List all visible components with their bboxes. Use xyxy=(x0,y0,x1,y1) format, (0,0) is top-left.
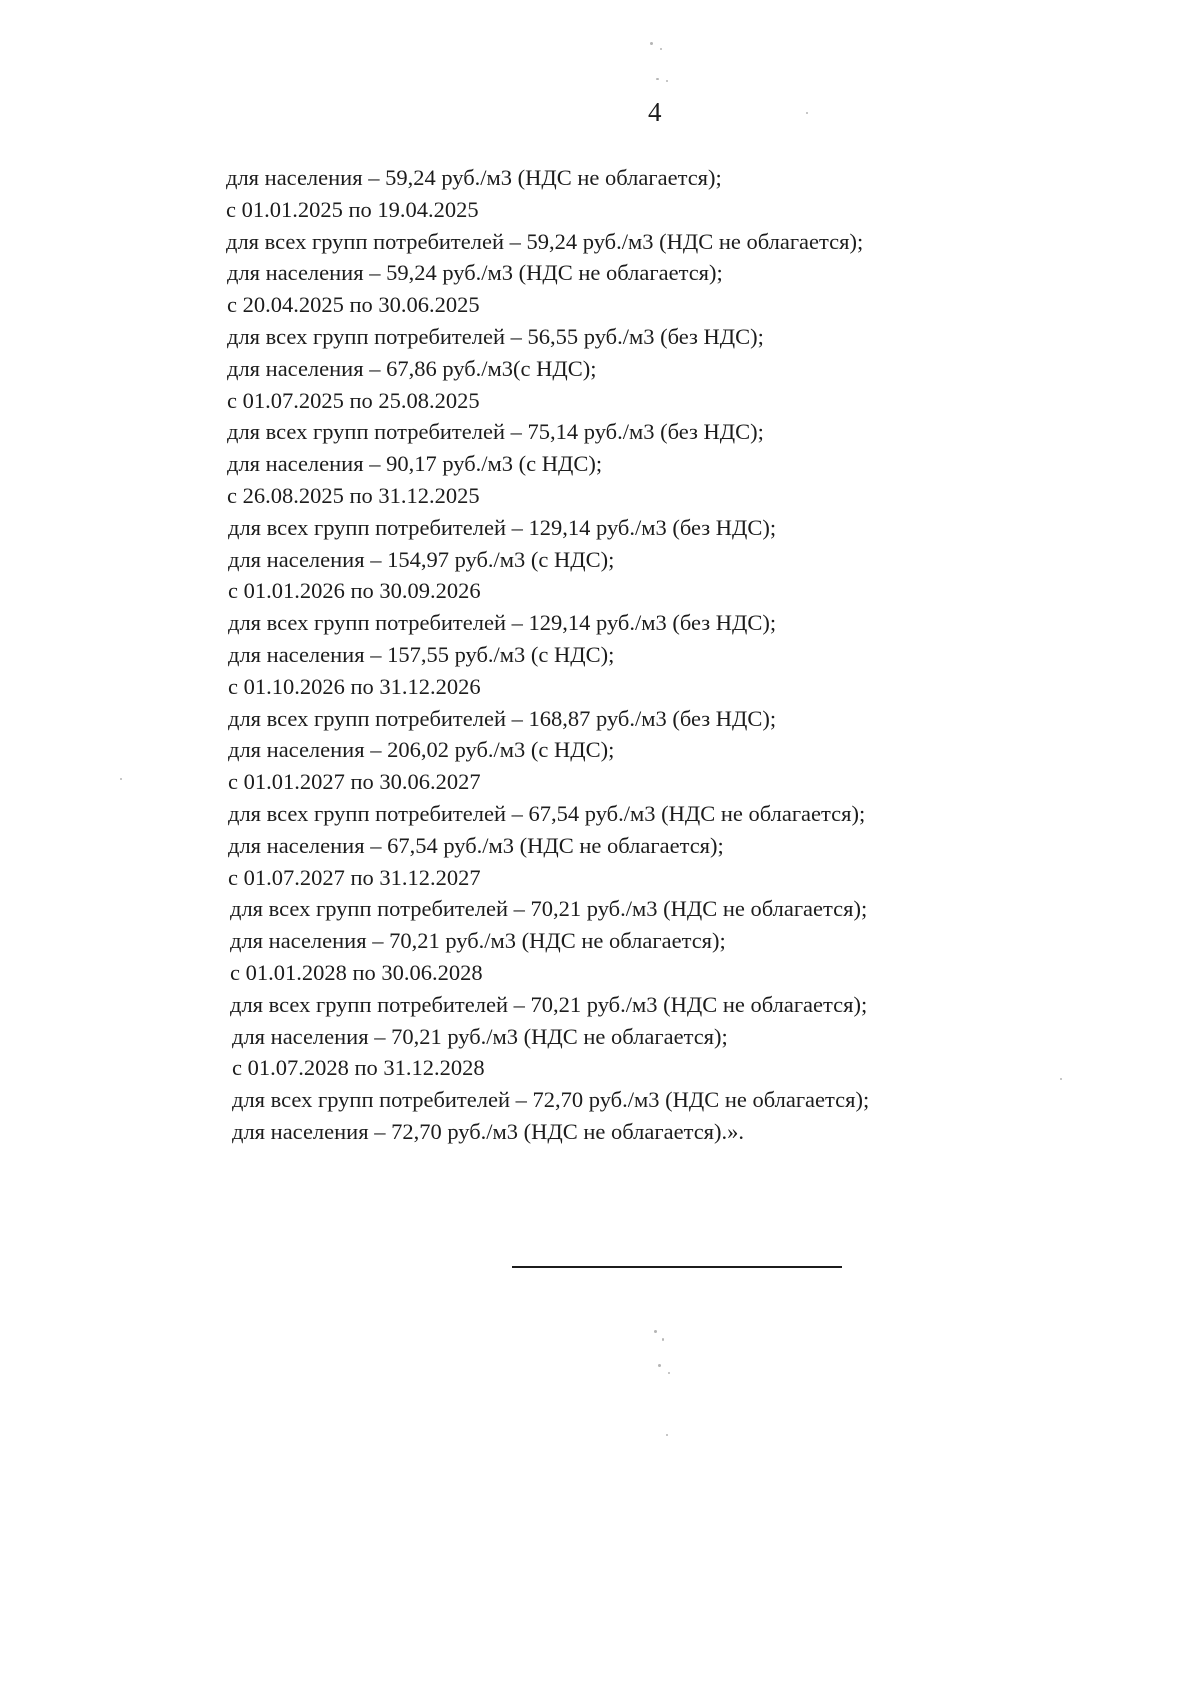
text-line: для всех групп потребителей – 168,87 руб./м3 (без НДС); xyxy=(228,705,777,731)
text-line: с 01.01.2025 по 19.04.2025 xyxy=(226,196,479,222)
scan-speck xyxy=(120,778,122,780)
tariff-text-block xyxy=(226,162,986,1148)
scan-speck xyxy=(658,1364,661,1367)
text-line: для населения – 154,97 руб./м3 (с НДС); xyxy=(228,546,615,572)
text-line: с 01.01.2027 по 30.06.2027 xyxy=(228,769,481,795)
text-line: для всех групп потребителей – 59,24 руб./м3 (НДС не облагается); xyxy=(226,228,864,254)
scan-speck xyxy=(666,1434,668,1436)
text-line: для всех групп потребителей – 75,14 руб./м3 (без НДС); xyxy=(227,419,764,445)
text-line: с 01.01.2026 по 30.09.2026 xyxy=(228,578,481,604)
closing-rule xyxy=(512,1266,842,1268)
text-line: для всех групп потребителей – 72,70 руб./м3 (НДС не облагается); xyxy=(232,1087,870,1113)
text-line: для населения – 72,70 руб./м3 (НДС не облагается).». xyxy=(232,1118,745,1144)
text-line: для населения – 157,55 руб./м3 (с НДС); xyxy=(228,641,615,667)
text-line: для населения – 59,24 руб./м3 (НДС не облагается); xyxy=(227,260,723,286)
scan-speck xyxy=(806,112,808,114)
text-line: для всех групп потребителей – 70,21 руб./м3 (НДС не облагается); xyxy=(230,896,868,922)
text-line: для всех групп потребителей – 129,14 руб./м3 (без НДС); xyxy=(228,514,777,540)
text-line: с 01.10.2026 по 31.12.2026 xyxy=(228,673,481,699)
scan-speck xyxy=(668,1372,670,1374)
text-line: для населения – 59,24 руб./м3 (НДС не облагается); xyxy=(226,165,722,190)
text-line: для населения – 90,17 руб./м3 (с НДС); xyxy=(227,451,603,477)
scan-speck xyxy=(662,1338,664,1341)
text-line: для населения – 70,21 руб./м3 (НДС не облагается); xyxy=(232,1023,728,1049)
scan-speck xyxy=(654,1330,657,1333)
text-line: с 20.04.2025 по 30.06.2025 xyxy=(227,292,480,318)
text-line: для всех групп потребителей – 67,54 руб./м3 (НДС не облагается); xyxy=(228,800,866,826)
scan-speck xyxy=(650,42,653,45)
text-line: с 01.07.2025 по 25.08.2025 xyxy=(227,387,480,413)
text-line: для населения – 67,86 руб./м3(с НДС); xyxy=(227,355,597,381)
scan-speck xyxy=(656,78,659,80)
scan-speck xyxy=(660,48,662,50)
text-line: для населения – 70,21 руб./м3 (НДС не облагается); xyxy=(230,928,726,954)
text-line: с 01.07.2027 по 31.12.2027 xyxy=(228,864,481,890)
text-line: с 26.08.2025 по 31.12.2025 xyxy=(227,482,480,508)
scan-speck xyxy=(1060,1078,1062,1080)
text-line: для всех групп потребителей – 129,14 руб./м3 (без НДС); xyxy=(228,610,777,636)
text-line: для всех групп потребителей – 70,21 руб./м3 (НДС не облагается); xyxy=(230,991,868,1017)
text-line: с 01.07.2028 по 31.12.2028 xyxy=(232,1055,485,1081)
text-line: для населения – 206,02 руб./м3 (с НДС); xyxy=(228,737,615,763)
text-line: для населения – 67,54 руб./м3 (НДС не облагается); xyxy=(228,832,724,858)
text-line: с 01.01.2028 по 30.06.2028 xyxy=(230,959,483,985)
page-number: 4 xyxy=(648,97,662,127)
scan-speck xyxy=(666,80,668,82)
text-line: для всех групп потребителей – 56,55 руб./м3 (без НДС); xyxy=(227,323,764,349)
